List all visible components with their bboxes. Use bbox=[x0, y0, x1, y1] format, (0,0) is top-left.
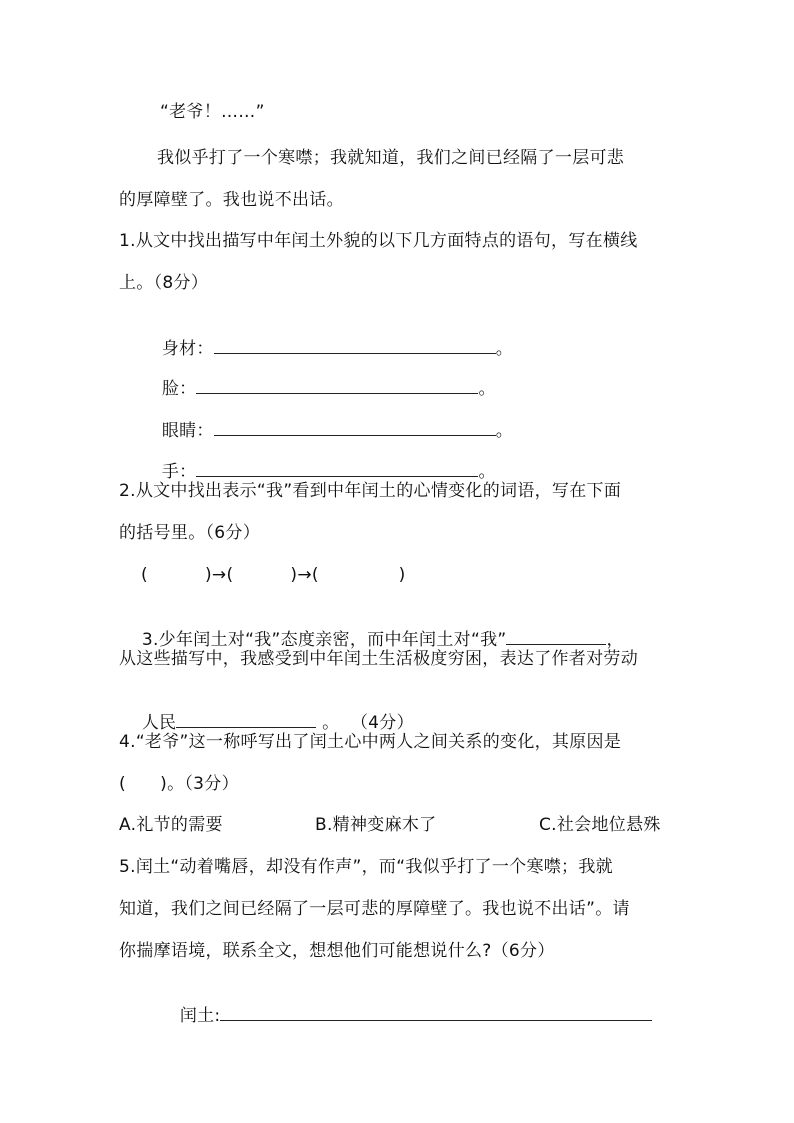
q3-text: 人民 bbox=[141, 713, 177, 733]
q2-prompt-line-1: 2.从文中找出表示“我”看到中年闰土的心情变化的词语，写在下面 bbox=[119, 481, 622, 501]
q1-field-end: 。 bbox=[495, 339, 514, 359]
q5-answer-blank-runtu[interactable] bbox=[220, 1004, 652, 1021]
q4-option-c[interactable]: C.社会地位悬殊 bbox=[539, 815, 661, 835]
q1-field-label: 手： bbox=[161, 462, 197, 482]
q5-prompt-line-3: 你揣摩语境，联系全文，想想他们可能想说什么?（6分） bbox=[119, 941, 555, 961]
q1-field-label: 脸： bbox=[161, 379, 197, 399]
q2-answer-brackets[interactable]: ( )→( )→( ) bbox=[141, 565, 406, 585]
q1-answer-blank-face[interactable] bbox=[196, 377, 478, 394]
q1-answer-blank-figure[interactable] bbox=[214, 337, 496, 354]
q2-prompt-line-2: 的括号里。（6分） bbox=[119, 523, 261, 543]
q5-answer-label: 闰土: bbox=[179, 1006, 221, 1026]
q1-field-end: 。 bbox=[495, 421, 514, 441]
q5-answer-runtu bbox=[157, 982, 652, 1049]
q4-answer-bracket[interactable]: ( )。（3分） bbox=[119, 774, 239, 794]
passage-line-2: 的厚障壁了。我也说不出话。 bbox=[119, 190, 344, 210]
passage-quote: “老爷！……” bbox=[160, 102, 265, 122]
q4-prompt-line-1: 4.“老爷”这一称呼写出了闰土心中两人之间关系的变化，其原因是 bbox=[119, 732, 622, 752]
q1-answer-blank-hands[interactable] bbox=[196, 460, 478, 477]
q3-answer-blank-attitude[interactable] bbox=[506, 628, 606, 645]
q1-field-label: 身材： bbox=[161, 339, 214, 359]
q3-text: 3.少年闰土对“我”态度亲密，而中年闰土对“我” bbox=[141, 630, 507, 650]
q4-option-a[interactable]: A.礼节的需要 bbox=[119, 815, 223, 835]
q1-prompt-line-2: 上。（8分） bbox=[119, 273, 209, 293]
q1-field-end: 。 bbox=[478, 462, 496, 482]
q5-prompt-line-2: 知道，我们之间已经隔了一层可悲的厚障壁了。我也说不出话”。请 bbox=[119, 899, 630, 919]
q4-option-b[interactable]: B.精神变麻木了 bbox=[315, 815, 437, 835]
q1-answer-blank-eyes[interactable] bbox=[214, 419, 496, 436]
q1-prompt-line-1: 1.从文中找出描写中年闰土外貌的以下几方面特点的语句，写在横线 bbox=[119, 231, 638, 251]
q1-field-label: 眼睛： bbox=[161, 421, 214, 441]
q1-field-end: 。 bbox=[478, 379, 496, 399]
q5-prompt-line-1: 5.闰土“动着嘴唇，却没有作声”，而“我似乎打了一个寒噤；我就 bbox=[119, 857, 613, 877]
q3-answer-blank-sentiment[interactable] bbox=[176, 711, 316, 728]
q3-text-end: ， bbox=[606, 630, 624, 650]
q3-text-end: 。 （4分） bbox=[316, 713, 414, 733]
q3-prompt-line-2: 从这些描写中，我感受到中年闰土生活极度穷困，表达了作者对劳动 bbox=[119, 649, 638, 669]
passage-line-1: 我似乎打了一个寒噤；我就知道，我们之间已经隔了一层可悲 bbox=[157, 148, 625, 168]
